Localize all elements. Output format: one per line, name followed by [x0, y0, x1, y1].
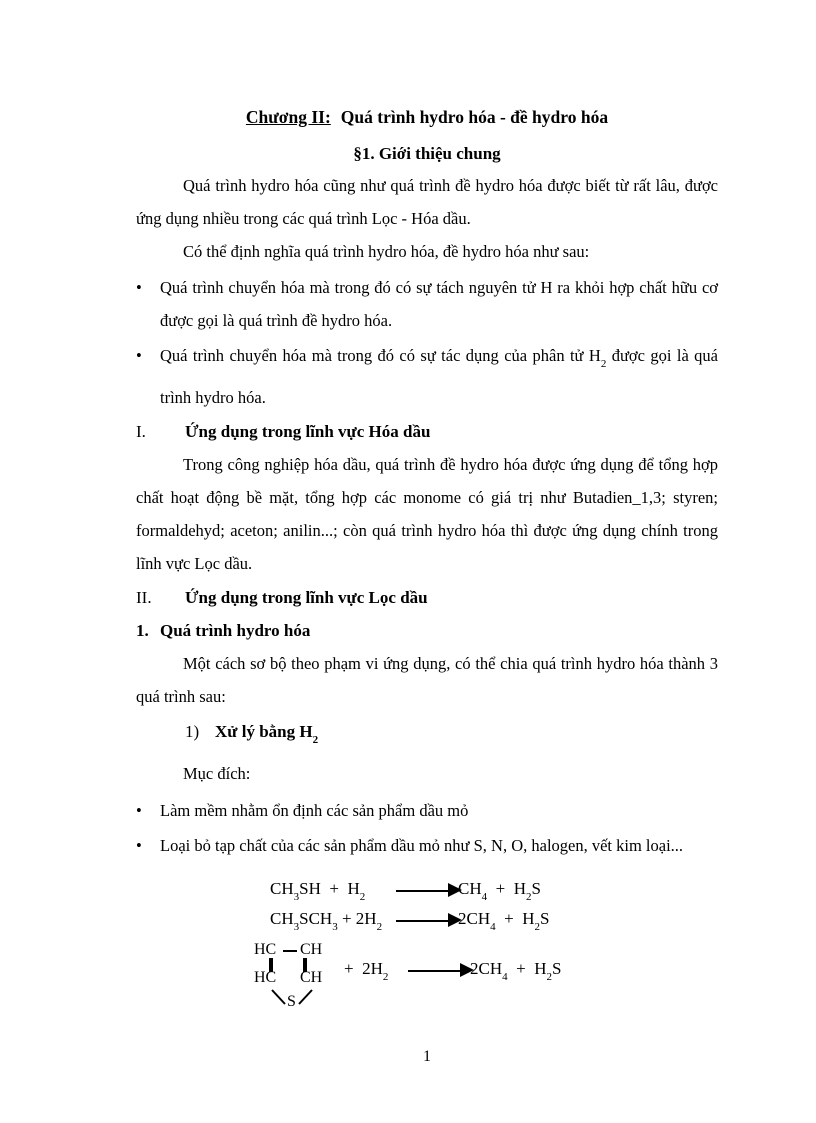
section-2-numeral: II.: [136, 588, 152, 607]
reaction-equations: [136, 876, 718, 1020]
section-2-title: Ứng dụng trong lĩnh vực Lọc dầu: [185, 588, 428, 607]
equation-2-reactants: $CH_3SCH_3 + 2H_2$: [270, 909, 383, 933]
chapter-label: Chương II:: [245, 107, 331, 127]
bullet-icon: •: [136, 836, 142, 855]
bullet-2-text-post: được gọi là quá trình hydro hóa.: [160, 346, 718, 407]
reaction-arrow-icon: [408, 970, 460, 972]
reaction-arrow-icon: [396, 920, 448, 922]
subsection-1-number: 1.: [136, 621, 149, 640]
document-content: [136, 0, 718, 1020]
equation-3-rest: [344, 956, 561, 986]
item-1-title-text: Xử lý bằng H: [215, 722, 313, 741]
equation-3-products: $2CH_4 + H_2S$: [470, 959, 562, 983]
chapter-title-text: Quá trình hydro hóa - đề hydro hóa: [340, 107, 609, 127]
equation-1-reactants: $CH_3SH + H_2$: [270, 879, 366, 903]
section-1-heading: [136, 415, 718, 448]
intro-paragraph-1: Quá trình hydro hóa cũng như quá trình đề hydro hóa được biết từ rất lâu, được ứng dụng nhiều trong các quá trình Lọc - Hóa dầu.: [136, 176, 718, 228]
section-1-numeral: I.: [136, 422, 146, 441]
bullet-icon: •: [136, 278, 142, 297]
equation-3: [254, 942, 718, 1020]
bullet-icon: •: [136, 801, 142, 820]
purpose-bullet-1: [136, 794, 718, 827]
page-number: 1: [423, 1048, 431, 1065]
subsection-1-title: Quá trình hydro hóa: [160, 621, 311, 640]
intro-paragraph-2: Có thể định nghĩa quá trình hydro hóa, đề hydro hóa như sau:: [183, 242, 590, 261]
definition-bullet-2: [136, 339, 718, 414]
section-1-title: Ứng dụng trong lĩnh vực Hóa dầu: [185, 422, 431, 441]
thiophene-hc-bottom: HC: [254, 969, 277, 986]
item-1-title: [215, 715, 318, 757]
subsection-1-paragraph: Một cách sơ bộ theo phạm vi ứng dụng, có thể chia quá trình hydro hóa thành 3 quá trình sau:: [136, 654, 718, 706]
section-1-paragraph: Trong công nghiệp hóa dầu, quá trình đề hydro hóa được ứng dụng để tổng hợp chất hoạt động bề mặt, tổng hợp các monome có giá trị như Butadien_1,3; styren; formaldehyd; aceton; anilin...; còn quá trình hydro hóa thì được ứng dụng chính trong lĩnh vực Lọc dầu.: [136, 455, 718, 573]
subsection-1-heading: [136, 614, 718, 647]
equation-1-products: $CH_4 + H_2S$: [458, 879, 541, 903]
purpose-bullet-2: [136, 829, 718, 862]
chapter-heading: [136, 104, 718, 131]
item-1-heading: [185, 715, 718, 757]
equation-2-products: $2CH_4 + H_2S$: [458, 909, 550, 933]
purpose-label: Mục đích:: [183, 764, 251, 783]
definition-bullet-1-text: Quá trình chuyển hóa mà trong đó có sự tách nguyên tử H ra khỏi hợp chất hữu cơ được gọi là quá trình đề hydro hóa.: [160, 278, 718, 330]
equation-1: [270, 876, 718, 906]
bullet-2-text-pre: Quá trình chuyển hóa mà trong đó có sự tác dụng của phân tử H: [160, 346, 601, 365]
section-2-heading: [136, 581, 718, 614]
reaction-arrow-icon: [396, 890, 448, 892]
h2-subscript: 2: [312, 734, 319, 746]
h2-subscript: 2: [600, 358, 607, 370]
section-heading: §1. Giới thiệu chung: [353, 144, 501, 163]
bullet-icon: •: [136, 346, 142, 365]
definition-bullet-2-text: [160, 339, 718, 414]
item-1-number: 1): [185, 722, 200, 741]
purpose-bullet-1-text: Làm mềm nhằm ổn định các sản phẩm dầu mỏ: [160, 801, 469, 820]
thiophene-ch-top: CH: [300, 941, 323, 958]
thiophene-sulfur: S: [287, 993, 296, 1010]
thiophene-structure: [254, 942, 344, 1020]
equation-2: [270, 906, 718, 936]
definition-bullet-1: [136, 271, 718, 337]
purpose-bullet-2-text: Loại bỏ tạp chất của các sản phẩm dầu mỏ như S, N, O, halogen, vết kim loại...: [160, 836, 684, 855]
equation-3-reactants: + $2H_2$: [344, 959, 389, 983]
thiophene-hc-top: HC: [254, 941, 277, 958]
thiophene-ch-bottom: CH: [300, 969, 323, 986]
